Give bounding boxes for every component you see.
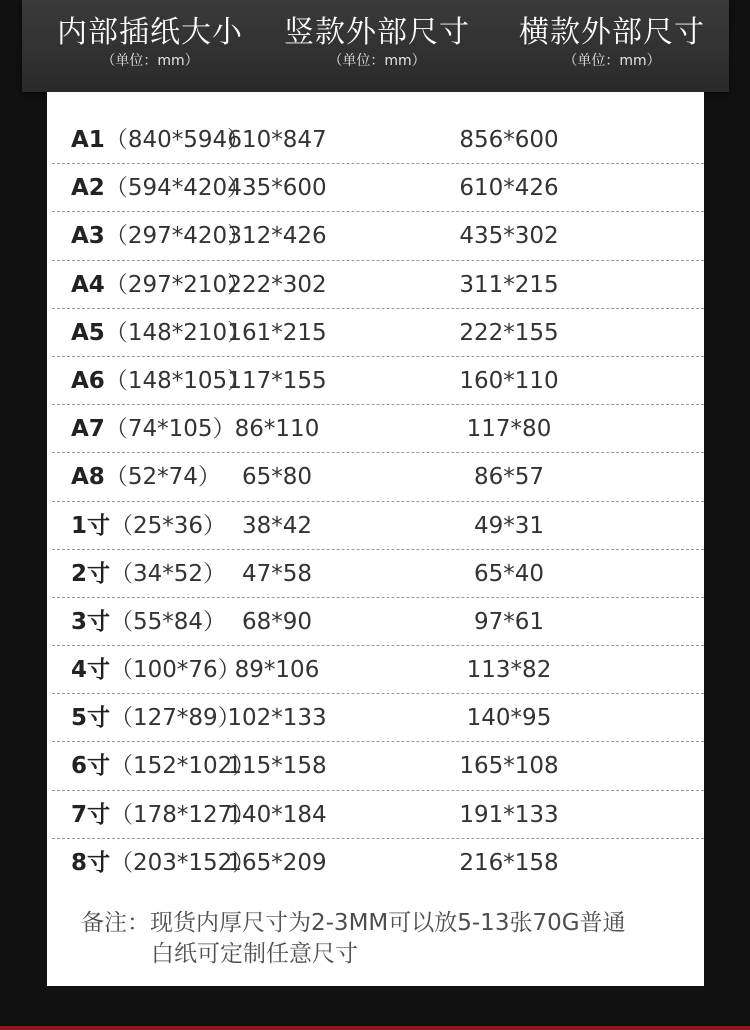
- size-name: 3寸: [71, 608, 111, 635]
- inner-dimensions: （840*594）: [104, 127, 251, 153]
- landscape-size-cell: 435*302: [459, 223, 559, 250]
- inner-dimensions: （203*152）: [110, 849, 256, 876]
- inner-dimensions: （178*127）: [110, 801, 256, 828]
- table-row: [47, 357, 704, 405]
- landscape-size-cell: 222*155: [459, 319, 559, 346]
- portrait-size-cell: 68*90: [241, 608, 313, 635]
- size-name: 1寸: [71, 512, 111, 539]
- landscape-size-cell: 49*31: [473, 512, 545, 539]
- portrait-size-cell: 117*155: [227, 367, 327, 394]
- table-row: [47, 791, 704, 839]
- landscape-size-cell: 216*158: [459, 849, 559, 876]
- inner-dimensions: （297*210）: [104, 271, 251, 298]
- bottom-accent-strip: [0, 1026, 750, 1030]
- inner-dimensions: （297*420）: [104, 223, 251, 250]
- portrait-size-cell: 222*302: [227, 271, 327, 298]
- size-name: A6: [71, 367, 105, 394]
- portrait-size-cell: 38*42: [241, 512, 313, 539]
- landscape-size-cell: 86*57: [473, 464, 545, 491]
- inner-dimensions: （34*52）: [110, 560, 227, 587]
- footnote-line-2: 白纸可定制任意尺寸: [151, 941, 358, 967]
- inner-dimensions: （148*210）: [104, 319, 251, 346]
- size-name: A8: [71, 464, 105, 491]
- landscape-size-cell: 610*426: [459, 175, 559, 202]
- portrait-size-cell: 435*600: [227, 175, 327, 202]
- size-name: A3: [71, 223, 105, 250]
- size-name: A5: [71, 319, 105, 346]
- portrait-size-cell: 102*133: [227, 705, 327, 732]
- table-row: [47, 550, 704, 598]
- footnote: [81, 908, 691, 970]
- inner-dimensions: （152*102）: [110, 753, 256, 780]
- table-row: [47, 502, 704, 550]
- landscape-size-cell: 65*40: [473, 560, 545, 587]
- portrait-size-cell: 89*106: [234, 657, 320, 684]
- footnote-line-1: 备注：现货内厚尺寸为2-3MM可以放5-13张70G普通: [81, 910, 626, 936]
- table-row: [47, 694, 704, 742]
- inner-dimensions: （100*76）: [110, 657, 241, 684]
- inner-dimensions: （148*105）: [104, 367, 251, 394]
- landscape-size-cell: 97*61: [473, 608, 545, 635]
- landscape-size-cell: 113*82: [466, 657, 552, 684]
- portrait-size-cell: 610*847: [227, 127, 327, 153]
- portrait-size-cell: 47*58: [241, 560, 313, 587]
- portrait-size-cell: 86*110: [234, 416, 320, 443]
- inner-dimensions: （25*36）: [110, 512, 227, 539]
- inner-dimensions: （52*74）: [104, 464, 221, 491]
- header-title: 竖款外部尺寸: [284, 15, 470, 50]
- table-row: [47, 839, 704, 887]
- size-name: 8寸: [71, 849, 111, 876]
- size-name: 4寸: [71, 657, 111, 684]
- size-name: 7寸: [71, 801, 111, 828]
- table-row: [47, 646, 704, 694]
- header-unit: （单位：mm）: [563, 53, 661, 69]
- portrait-size-cell: 140*184: [227, 801, 327, 828]
- header-column-inner-size: [50, 14, 250, 70]
- portrait-size-cell: 312*426: [227, 223, 327, 250]
- landscape-size-cell: 165*108: [459, 753, 559, 780]
- landscape-size-cell: 311*215: [459, 271, 559, 298]
- table-row: [47, 405, 704, 453]
- size-table-body: [47, 116, 704, 887]
- size-name: A1: [71, 127, 105, 153]
- size-name: 2寸: [71, 560, 111, 587]
- header-column-portrait-size: [277, 14, 477, 70]
- table-row: [47, 309, 704, 357]
- landscape-size-cell: 117*80: [466, 416, 552, 443]
- portrait-size-cell: 161*215: [227, 319, 327, 346]
- size-table-panel: [47, 92, 704, 986]
- size-name: 5寸: [71, 705, 111, 732]
- landscape-size-cell: 140*95: [466, 705, 552, 732]
- table-header: [22, 0, 729, 92]
- inner-dimensions: （127*89）: [110, 705, 241, 732]
- landscape-size-cell: 856*600: [459, 127, 559, 153]
- header-unit: （单位：mm）: [101, 53, 199, 69]
- size-name: A4: [71, 271, 105, 298]
- portrait-size-cell: 165*209: [227, 849, 327, 876]
- inner-dimensions: （74*105）: [104, 416, 236, 443]
- header-title: 横款外部尺寸: [519, 15, 705, 50]
- landscape-size-cell: 160*110: [459, 367, 559, 394]
- inner-dimensions: （594*420）: [104, 175, 251, 202]
- landscape-size-cell: 191*133: [459, 801, 559, 828]
- table-row: [47, 453, 704, 501]
- table-row: [47, 212, 704, 260]
- header-unit: （单位：mm）: [328, 53, 426, 69]
- size-name: 6寸: [71, 753, 111, 780]
- table-row: [47, 164, 704, 212]
- size-name: A2: [71, 175, 105, 202]
- header-title: 内部插纸大小: [57, 15, 243, 50]
- table-row: [47, 116, 704, 164]
- size-name: A7: [71, 416, 105, 443]
- table-row: [47, 742, 704, 790]
- portrait-size-cell: 115*158: [227, 753, 327, 780]
- portrait-size-cell: 65*80: [241, 464, 313, 491]
- table-row: [47, 598, 704, 646]
- table-row: [47, 261, 704, 309]
- header-column-landscape-size: [512, 14, 712, 70]
- inner-dimensions: （55*84）: [110, 608, 227, 635]
